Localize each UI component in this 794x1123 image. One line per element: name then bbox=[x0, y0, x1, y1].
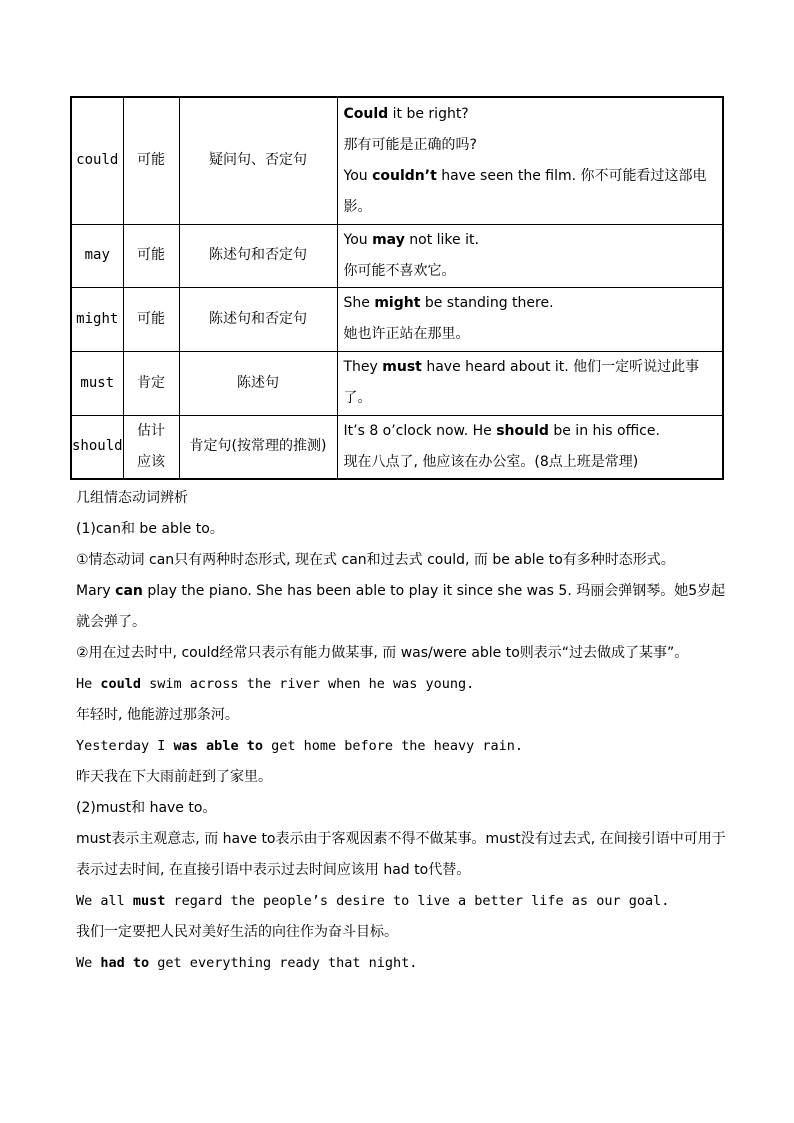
meaning-cell: 可能 bbox=[123, 224, 179, 287]
example-en: You couldn’t have seen the film. 你不可能看过这部电影。 bbox=[343, 167, 707, 215]
example-cell bbox=[337, 415, 723, 479]
modal-keyword: can bbox=[115, 583, 143, 599]
modal-keyword: may bbox=[372, 231, 405, 248]
table-row bbox=[71, 415, 723, 479]
example-cell bbox=[337, 287, 723, 351]
body-text bbox=[76, 483, 726, 979]
meaning-cell: 可能 bbox=[123, 97, 179, 224]
modal-keyword: must bbox=[382, 359, 422, 375]
paragraph: ②用在过去时中, could经常只表示有能力做某事, 而 was/were able to则表示“过去做成了某事”。 bbox=[76, 645, 689, 661]
modal-verb-table bbox=[70, 96, 724, 480]
example-sentence: Yesterday I was able to get home before the heavy rain. bbox=[76, 738, 524, 754]
example-cell bbox=[337, 351, 723, 415]
modal-keyword: might bbox=[374, 295, 421, 311]
usage-cell: 陈述句和否定句 bbox=[179, 224, 337, 287]
paragraph: must表示主观意志, 而 have to表示由于客观因素不得不做某事。must没有过去式, 在间接引语中可用于表示过去时间, 在直接引语中表示过去时间应该用 had to代替。 bbox=[76, 831, 726, 878]
usage-cell: 肯定句(按常理的推测) bbox=[179, 415, 337, 479]
usage-cell: 陈述句和否定句 bbox=[179, 287, 337, 351]
example-translation: 我们一定要把人民对美好生活的向往作为奋斗目标。 bbox=[76, 924, 398, 940]
example-sentence: We had to get everything ready that night. bbox=[76, 955, 418, 971]
modal-keyword: had to bbox=[100, 955, 150, 971]
table-row bbox=[71, 224, 723, 287]
subsection-heading: (1)can和 be able to。 bbox=[76, 521, 224, 537]
example-sentence: He could swim across the river when he was young. bbox=[76, 676, 475, 692]
example-en: They must have heard about it. 他们一定听说过此事了。 bbox=[343, 359, 700, 406]
example-cell bbox=[337, 224, 723, 287]
section-title: 几组情态动词辨析 bbox=[76, 490, 188, 506]
example-translation: 昨天我在下大雨前赶到了家里。 bbox=[76, 769, 272, 785]
example-cn: 现在八点了, 他应该在办公室。(8点上班是常理) bbox=[343, 453, 639, 470]
table-row bbox=[71, 287, 723, 351]
paragraph: ①情态动词 can只有两种时态形式, 现在式 can和过去式 could, 而 be able to有多种时态形式。 bbox=[76, 552, 675, 568]
meaning-cell: 估计应该 bbox=[123, 415, 179, 479]
modal-keyword: must bbox=[132, 893, 166, 909]
modal-word: should bbox=[71, 415, 123, 479]
usage-cell: 疑问句、否定句 bbox=[179, 97, 337, 224]
example-translation: 年轻时, 他能游过那条河。 bbox=[76, 707, 239, 723]
example-sentence: We all must regard the people’s desire to live a better life as our goal. bbox=[76, 893, 670, 909]
example-en: You may not like it. bbox=[343, 231, 479, 248]
modal-word: might bbox=[71, 287, 123, 351]
modal-word: could bbox=[71, 97, 123, 224]
modal-keyword: could bbox=[100, 676, 142, 692]
example-cn: 那有可能是正确的吗? bbox=[343, 136, 477, 153]
example-cell bbox=[337, 97, 723, 224]
example-sentence: Mary can play the piano. She has been able to play it since she was 5. 玛丽会弹钢琴。她5岁起就会弹了。 bbox=[76, 583, 726, 630]
example-en: Could it be right? bbox=[343, 105, 469, 122]
modal-word: may bbox=[71, 224, 123, 287]
modal-keyword: was able to bbox=[173, 738, 263, 754]
meaning-cell: 可能 bbox=[123, 287, 179, 351]
example-cn: 她也许正站在那里。 bbox=[343, 326, 470, 342]
example-en: She might be standing there. bbox=[343, 295, 554, 311]
usage-cell: 陈述句 bbox=[179, 351, 337, 415]
example-en: It’s 8 o’clock now. He should be in his office. bbox=[343, 422, 660, 439]
modal-keyword: couldn’t bbox=[372, 167, 437, 184]
table-row bbox=[71, 351, 723, 415]
example-cn: 你可能不喜欢它。 bbox=[343, 262, 456, 279]
modal-word: must bbox=[71, 351, 123, 415]
subsection-heading: (2)must和 have to。 bbox=[76, 800, 217, 816]
modal-keyword: Could bbox=[343, 105, 389, 122]
table-row bbox=[71, 97, 723, 224]
modal-keyword: should bbox=[496, 422, 549, 439]
meaning-cell: 肯定 bbox=[123, 351, 179, 415]
